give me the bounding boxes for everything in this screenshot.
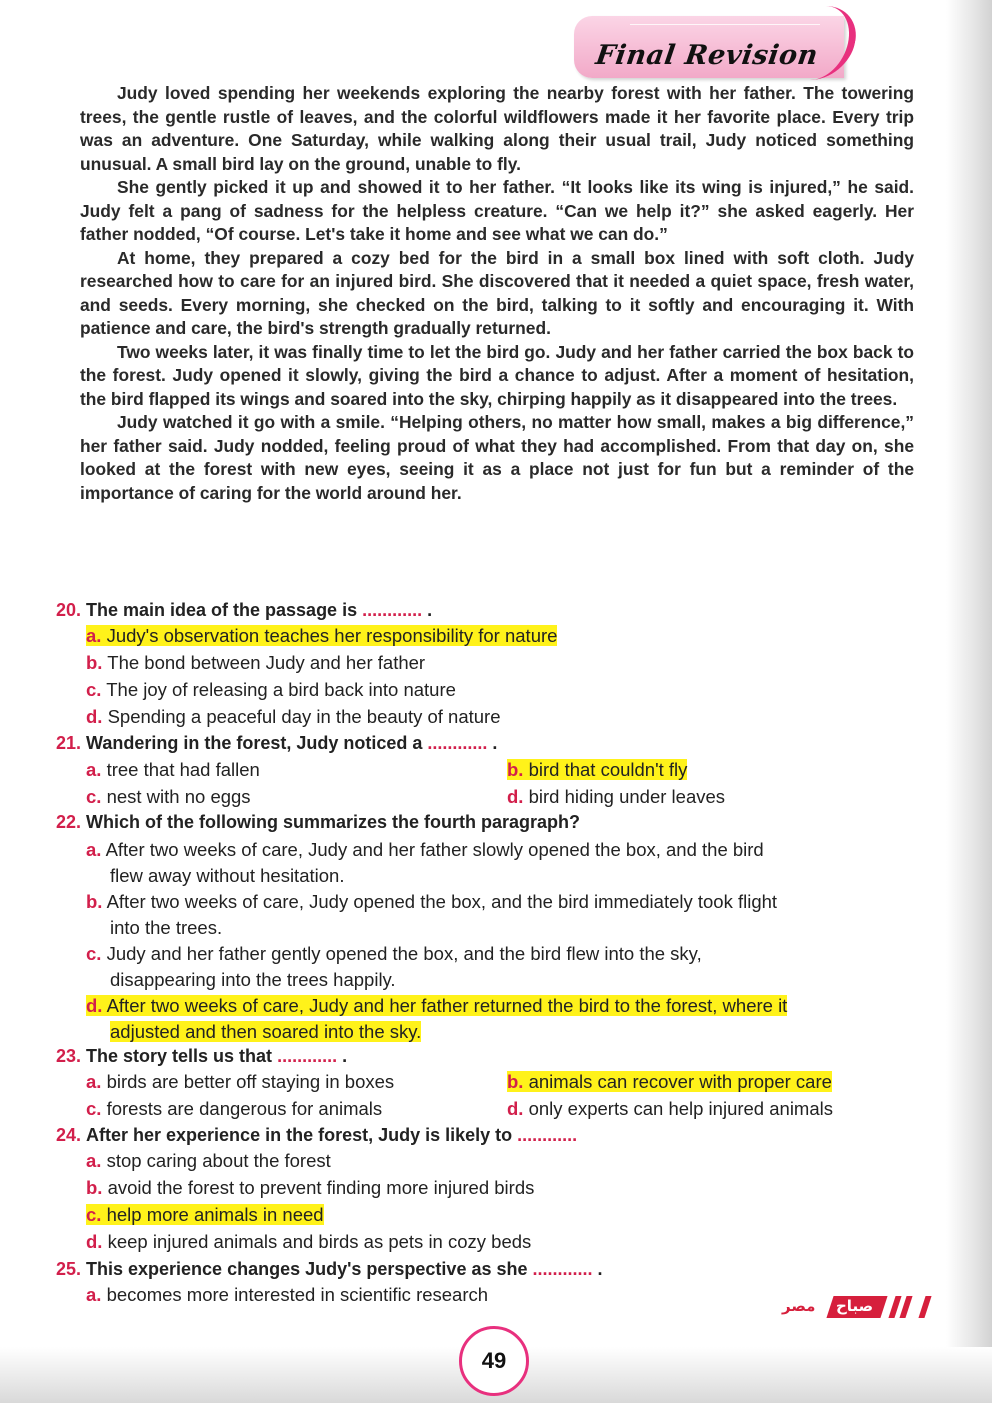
- question-22: [56, 812, 580, 833]
- option-20c[interactable]: c. The joy of releasing a bird back into nature: [86, 679, 456, 700]
- reading-passage: [80, 82, 914, 505]
- question-stem: This experience changes Judy's perspective as she: [86, 1259, 528, 1279]
- option-24b[interactable]: b. avoid the forest to prevent finding more injured birds: [86, 1177, 535, 1198]
- option-22b[interactable]: b. After two weeks of care, Judy opened the box, and the bird immediately took flight into the trees.: [86, 891, 778, 938]
- question-stem: After her experience in the forest, Judy is likely to: [86, 1125, 513, 1145]
- option-20b[interactable]: b. The bond between Judy and her father: [86, 652, 426, 673]
- header-decoration: [630, 24, 820, 27]
- page-title: Final Revision: [593, 40, 821, 71]
- option-23d[interactable]: d. only experts can help injured animals: [507, 1098, 833, 1119]
- option-20a[interactable]: a. Judy's observation teaches her responsibility for nature: [86, 625, 558, 646]
- question-number: 24.: [56, 1125, 82, 1145]
- option-21d[interactable]: d. bird hiding under leaves: [507, 786, 726, 807]
- logo-slash-icon: [918, 1296, 931, 1318]
- publisher-logo: [782, 1296, 938, 1320]
- option-23a[interactable]: a. birds are better off staying in boxes: [86, 1071, 395, 1092]
- passage-paragraph-4: Two weeks later, it was finally time to let the bird go. Judy and her father carried the box back to the forest. Judy opened it slowly, giving the bird a chance to adjust. After a moment of hesitation, the bird flapped its wings and soared into the sky, chirping happily as it disappeared into the trees.: [80, 341, 914, 409]
- question-21: 21. Wandering in the forest, Judy noticed a ............ .: [56, 733, 498, 753]
- option-25a[interactable]: a. becomes more interested in scientific research: [86, 1284, 489, 1305]
- option-24d[interactable]: d. keep injured animals and birds as pets in cozy beds: [86, 1231, 532, 1252]
- question-25: 25. This experience changes Judy's perspective as she ............ .: [56, 1259, 603, 1279]
- passage-paragraph-1: Judy loved spending her weekends exploring the nearby forest with her father. The towering trees, the gentle rustle of leaves, and the colorful wildflowers made it her favorite place. Every trip was an adventure. One Saturday, while walking along their usual trail, Judy noticed something unusual. A small bird lay on the ground, unable to fly.: [80, 83, 914, 174]
- question-number: 20.: [56, 600, 82, 620]
- option-23b[interactable]: b. animals can recover with proper care: [507, 1071, 832, 1092]
- question-20: 20. The main idea of the passage is ............ .: [56, 600, 433, 620]
- blank-dots: ............: [427, 733, 488, 753]
- question-number: 23.: [56, 1046, 82, 1066]
- option-24c[interactable]: c. help more animals in need: [86, 1204, 324, 1225]
- question-stem: The story tells us that: [86, 1046, 273, 1066]
- passage-paragraph-5: Judy watched it go with a smile. “Helping others, no matter how small, makes a big difference,” her father said. Judy nodded, feeling proud of what they had accomplished. From that day on, she looked at the forest with new eyes, seeing it as a place not just for fun but a reminder of the importance of caring for the world around her.: [80, 412, 914, 503]
- question-stem: The main idea of the passage is: [86, 600, 358, 620]
- question-stem: Wandering in the forest, Judy noticed a: [86, 733, 423, 753]
- question-stem: Which of the following summarizes the fourth paragraph?: [86, 812, 581, 832]
- option-22a[interactable]: a. After two weeks of care, Judy and her father slowly opened the box, and the bird flew away without hesitation.: [86, 839, 764, 886]
- option-21c[interactable]: c. nest with no eggs: [86, 786, 251, 807]
- page-frame-right: [946, 0, 992, 1360]
- question-24: [56, 1125, 577, 1146]
- page-number: 49: [459, 1326, 529, 1396]
- logo-slash-icon: [899, 1296, 912, 1318]
- blank-dots: ............: [362, 600, 423, 620]
- question-number: 25.: [56, 1259, 82, 1279]
- option-21b[interactable]: b. bird that couldn't fly: [507, 759, 688, 780]
- passage-paragraph-2: She gently picked it up and showed it to her father. “It looks like its wing is injured,” he said. Judy felt a pang of sadness for the helpless creature. “Can we help it?” she asked eagerly. Her father nodded, “Of course. Let's take it home and see what we can do.”: [80, 177, 914, 244]
- question-23: 23. The story tells us that ............ .: [56, 1046, 348, 1066]
- option-24a[interactable]: a. stop caring about the forest: [86, 1150, 331, 1171]
- blank-dots: ............: [532, 1259, 593, 1279]
- option-20d[interactable]: d. Spending a peaceful day in the beauty of nature: [86, 706, 501, 727]
- option-23c[interactable]: c. forests are dangerous for animals: [86, 1098, 383, 1119]
- option-22c[interactable]: c. Judy and her father gently opened the box, and the bird flew into the sky, disappearing into the trees happily.: [86, 943, 702, 990]
- option-22d[interactable]: d. After two weeks of care, Judy and her father returned the bird to the forest, where it adjusted and then soared into the sky.: [86, 995, 788, 1042]
- passage-paragraph-3: At home, they prepared a cozy bed for the bird in a small box lined with soft cloth. Judy researched how to care for an injured bird. She discovered that it needed a quiet space, fresh water, and seeds. Every morning, she checked on the bird, talking to it softly and encouraging it. With patience and care, the bird's strength gradually returned.: [80, 247, 914, 338]
- blank-dots: ............: [277, 1046, 338, 1066]
- option-21a[interactable]: a. tree that had fallen: [86, 759, 260, 780]
- question-number: 22.: [56, 812, 82, 832]
- logo-text-masr: مصر: [782, 1297, 816, 1315]
- blank-dots: ............: [517, 1125, 578, 1145]
- logo-text-sabah: صباح: [836, 1297, 874, 1315]
- question-number: 21.: [56, 733, 82, 753]
